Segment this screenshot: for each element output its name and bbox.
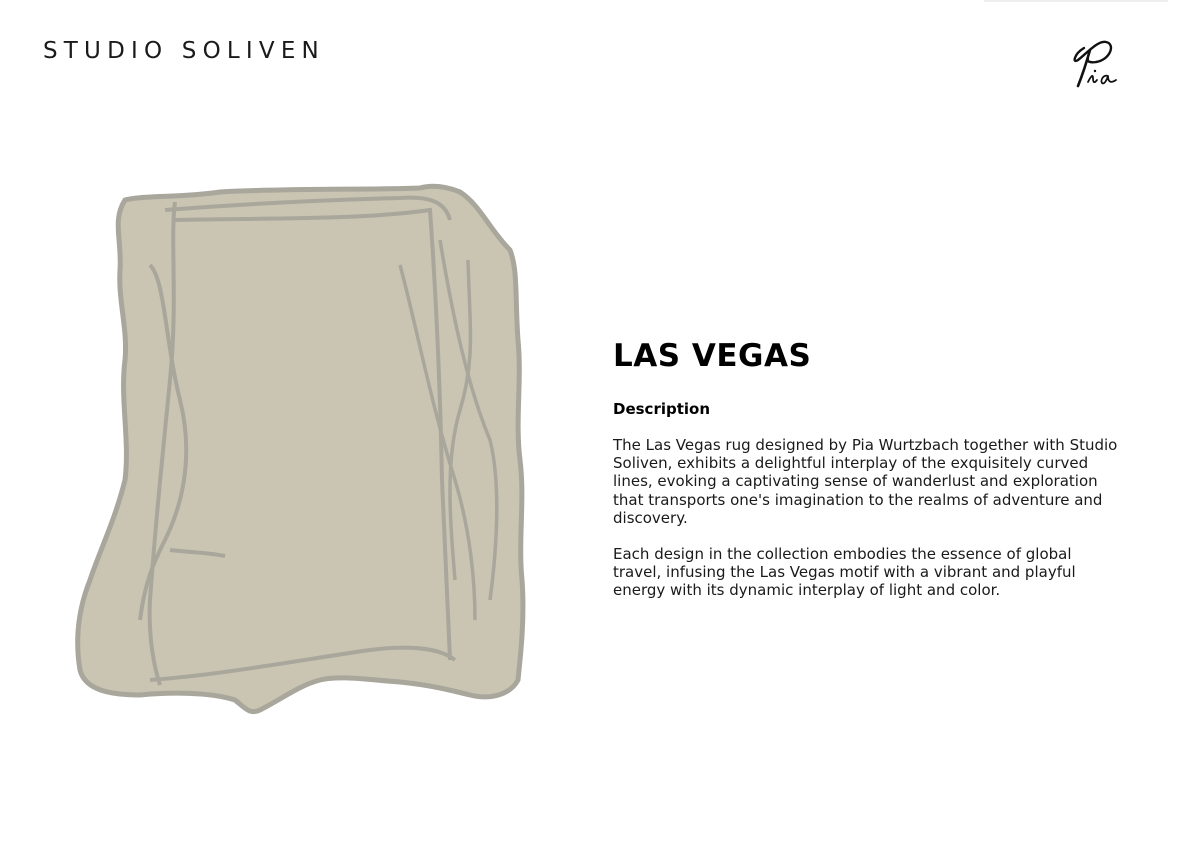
rug-shape [78, 186, 523, 711]
description-paragraph-2: Each design in the collection embodies the essence of global travel, infusing the Las Vegas motif with a vibrant and playful energy with its dynamic interplay of light and color. [613, 545, 1076, 600]
description-heading: Description [613, 400, 711, 418]
pia-signature-icon [1060, 34, 1130, 94]
product-title: LAS VEGAS [613, 338, 812, 374]
top-divider [984, 0, 1168, 2]
brand-logo-text: STUDIO SOLIVEN [43, 38, 325, 64]
description-paragraph-1: The Las Vegas rug designed by Pia Wurtzbach together with Studio Soliven, exhibits a delightful interplay of the exquisitely curved lines, evoking a captivating sense of wanderlust and exploration that transports one's imagination to the realms of adventure and discovery. [613, 436, 1118, 527]
rug-image [70, 180, 540, 720]
product-info [613, 336, 1133, 600]
